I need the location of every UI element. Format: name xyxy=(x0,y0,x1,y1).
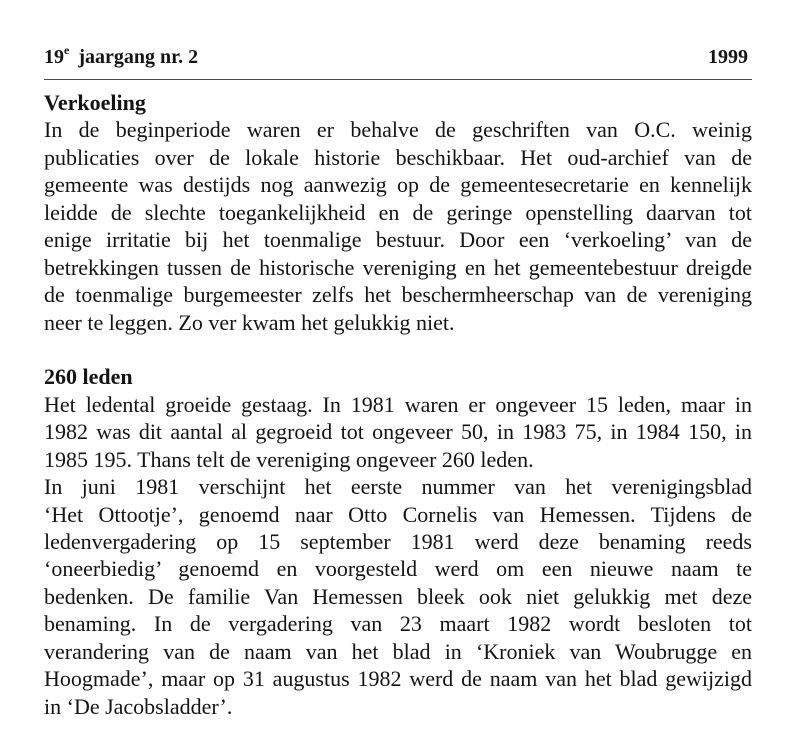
text-line: publicaties over de lokale historie beschikbaar. Het oud-archief van de xyxy=(44,144,752,170)
text-line: ledenvergadering op 15 september 1981 werd deze benaming reeds xyxy=(44,529,752,554)
text-line: In de beginperiode waren er behalve de geschriften van O.C. weinig xyxy=(44,117,752,143)
text-line: 1985 195. Thans telt de vereniging ongeveer 260 leden. xyxy=(44,446,534,472)
text-line: betrekkingen tussen de historische vereniging en het gemeentebestuur dreigde xyxy=(44,254,752,280)
section-heading: 260 leden xyxy=(44,364,133,390)
text-line: enige irritatie bij het toenmalige bestuur. Door een ‘verkoeling’ van de xyxy=(44,227,752,253)
paragraph-spacer xyxy=(44,336,752,363)
text-line: Het ledental groeide gestaag. In 1981 waren er ongeveer 15 leden, maar in xyxy=(44,391,752,417)
volume-number: 19 xyxy=(44,46,64,68)
text-line: In juni 1981 verschijnt het eerste nummer van het verenigingsblad xyxy=(44,474,752,500)
section-heading: Verkoeling xyxy=(44,90,146,115)
text-line: in ‘De Jacobsladder’. xyxy=(44,693,233,719)
page-header xyxy=(44,45,748,69)
section-verkoeling xyxy=(44,89,752,336)
text-line: verandering van de naam van het blad in ‘Kroniek van Woubrugge en xyxy=(44,638,752,664)
text-line: ‘Het Ottootje’, genoemd naar Otto Cornelis van Hemessen. Tijdens de xyxy=(44,501,752,527)
header-rule xyxy=(44,79,752,80)
text-line: benaming. In de vergadering van 23 maart 1982 wordt besloten tot xyxy=(44,611,752,637)
section-260-leden xyxy=(44,363,752,720)
text-line: ‘oneerbiedig’ genoemd en voorgesteld werd om een nieuwe naam te xyxy=(44,556,752,582)
text-line: bedenken. De familie Van Hemessen bleek ook niet gelukkig met deze xyxy=(44,583,752,609)
article-body xyxy=(44,89,752,720)
text-line: gemeente was destijds nog aanwezig op de gemeentesecretarie en kennelijk xyxy=(44,172,752,198)
publication-year: 1999 xyxy=(708,46,748,68)
text-line: 1982 was dit aantal al gegroeid tot ongeveer 50, in 1983 75, in 1984 150, in xyxy=(44,419,752,445)
text-line: de toenmalige burgemeester zelfs het beschermheerschap van de vereniging xyxy=(44,282,752,308)
text-line: leidde de slechte toegankelijkheid en de geringe openstelling daarvan tot xyxy=(44,199,752,225)
issue-text: jaargang nr. 2 xyxy=(73,46,199,68)
text-line: neer te leggen. Zo ver kwam het gelukkig niet. xyxy=(44,309,455,335)
issue-label xyxy=(44,45,198,69)
volume-suffix: e xyxy=(64,43,70,58)
text-line: Hoogmade’, maar op 31 augustus 1982 werd de naam van het blad gewijzigd xyxy=(44,666,752,692)
